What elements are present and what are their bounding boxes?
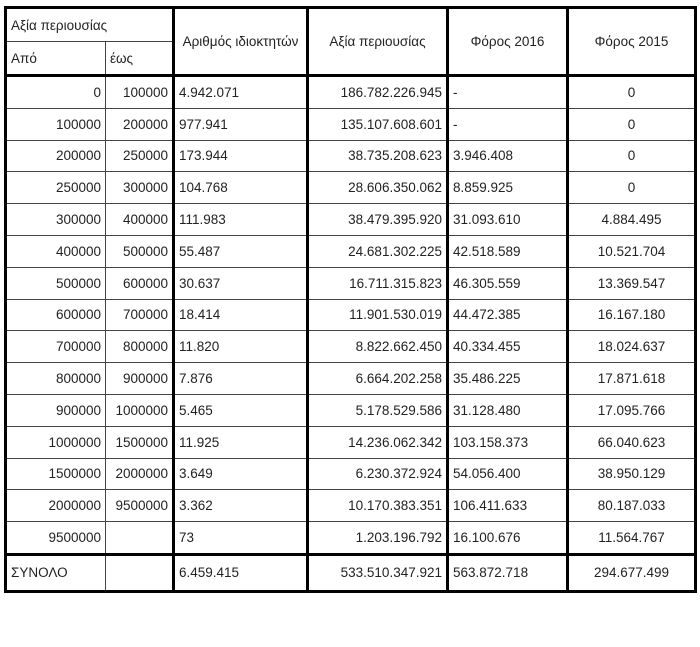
cell-tax-2015: 38.950.129 [568, 458, 696, 490]
table-row [6, 363, 696, 395]
cell-value: 135.107.608.601 [308, 108, 448, 140]
table-row [6, 331, 696, 363]
cell-tax-2016: 42.518.589 [448, 235, 568, 267]
cell-value: 28.606.350.062 [308, 172, 448, 204]
cell-from: 9500000 [6, 522, 106, 555]
cell-tax-2015: 10.521.704 [568, 235, 696, 267]
cell-tax-2016: 40.334.455 [448, 331, 568, 363]
table-row [6, 204, 696, 236]
cell-owners: 3.649 [174, 458, 308, 490]
cell-owners: 30.637 [174, 267, 308, 299]
header-to: έως [106, 42, 174, 76]
cell-to: 900000 [106, 363, 174, 395]
cell-to: 1500000 [106, 426, 174, 458]
table-row [6, 235, 696, 267]
cell-value: 38.735.208.623 [308, 140, 448, 172]
cell-to: 500000 [106, 235, 174, 267]
cell-from: 0 [6, 76, 106, 109]
table-row [6, 76, 696, 109]
total-empty [106, 554, 174, 591]
cell-tax-2015: 13.369.547 [568, 267, 696, 299]
cell-from: 500000 [6, 267, 106, 299]
cell-to: 800000 [106, 331, 174, 363]
cell-tax-2015: 66.040.623 [568, 426, 696, 458]
cell-to: 200000 [106, 108, 174, 140]
cell-tax-2016: 31.093.610 [448, 204, 568, 236]
cell-owners: 18.414 [174, 299, 308, 331]
cell-to: 300000 [106, 172, 174, 204]
cell-to: 1000000 [106, 394, 174, 426]
cell-from: 400000 [6, 235, 106, 267]
table-body [6, 76, 696, 555]
cell-to: 400000 [106, 204, 174, 236]
cell-value: 186.782.226.945 [308, 76, 448, 109]
cell-to: 250000 [106, 140, 174, 172]
table-row [6, 267, 696, 299]
table-row [6, 490, 696, 522]
cell-tax-2015: 0 [568, 108, 696, 140]
table-row [6, 522, 696, 555]
cell-owners: 73 [174, 522, 308, 555]
cell-from: 100000 [6, 108, 106, 140]
cell-tax-2016: 16.100.676 [448, 522, 568, 555]
table-row [6, 140, 696, 172]
cell-owners: 977.941 [174, 108, 308, 140]
cell-tax-2015: 11.564.767 [568, 522, 696, 555]
cell-owners: 7.876 [174, 363, 308, 395]
cell-tax-2015: 0 [568, 140, 696, 172]
cell-tax-2016: 8.859.925 [448, 172, 568, 204]
cell-to: 9500000 [106, 490, 174, 522]
property-tax-table [4, 6, 697, 593]
header-property-value: Αξία περιουσίας [308, 8, 448, 76]
cell-owners: 104.768 [174, 172, 308, 204]
cell-owners: 11.925 [174, 426, 308, 458]
cell-owners: 5.465 [174, 394, 308, 426]
cell-from: 600000 [6, 299, 106, 331]
cell-owners: 173.944 [174, 140, 308, 172]
cell-value: 16.711.315.823 [308, 267, 448, 299]
header-owners: Αριθμός ιδιοκτητών [174, 8, 308, 76]
cell-tax-2016: 106.411.633 [448, 490, 568, 522]
cell-value: 6.230.372.924 [308, 458, 448, 490]
table-row [6, 426, 696, 458]
cell-tax-2015: 17.871.618 [568, 363, 696, 395]
cell-owners: 4.942.071 [174, 76, 308, 109]
cell-tax-2015: 0 [568, 76, 696, 109]
cell-owners: 11.820 [174, 331, 308, 363]
table-row [6, 299, 696, 331]
cell-from: 300000 [6, 204, 106, 236]
table-row [6, 458, 696, 490]
cell-from: 200000 [6, 140, 106, 172]
cell-from: 900000 [6, 394, 106, 426]
total-owners: 6.459.415 [174, 554, 308, 591]
cell-tax-2016: 35.486.225 [448, 363, 568, 395]
table-row [6, 108, 696, 140]
cell-tax-2015: 4.884.495 [568, 204, 696, 236]
cell-tax-2015: 17.095.766 [568, 394, 696, 426]
cell-to [106, 522, 174, 555]
header-value-range: Αξία περιουσίας [6, 8, 174, 42]
cell-tax-2016: 44.472.385 [448, 299, 568, 331]
cell-value: 8.822.662.450 [308, 331, 448, 363]
total-row [6, 554, 696, 591]
cell-owners: 111.983 [174, 204, 308, 236]
cell-value: 1.203.196.792 [308, 522, 448, 555]
cell-from: 800000 [6, 363, 106, 395]
header-tax-2016: Φόρος 2016 [448, 8, 568, 76]
table-row [6, 394, 696, 426]
cell-value: 38.479.395.920 [308, 204, 448, 236]
cell-tax-2015: 80.187.033 [568, 490, 696, 522]
cell-tax-2016: 46.305.559 [448, 267, 568, 299]
cell-to: 600000 [106, 267, 174, 299]
table-row [6, 172, 696, 204]
header-from: Από [6, 42, 106, 76]
cell-tax-2016: - [448, 76, 568, 109]
cell-from: 700000 [6, 331, 106, 363]
cell-to: 100000 [106, 76, 174, 109]
cell-value: 24.681.302.225 [308, 235, 448, 267]
cell-to: 2000000 [106, 458, 174, 490]
cell-value: 14.236.062.342 [308, 426, 448, 458]
cell-from: 1500000 [6, 458, 106, 490]
cell-owners: 55.487 [174, 235, 308, 267]
total-tax-2015: 294.677.499 [568, 554, 696, 591]
total-tax-2016: 563.872.718 [448, 554, 568, 591]
cell-value: 5.178.529.586 [308, 394, 448, 426]
cell-tax-2015: 0 [568, 172, 696, 204]
cell-tax-2015: 16.167.180 [568, 299, 696, 331]
cell-tax-2016: 3.946.408 [448, 140, 568, 172]
cell-value: 10.170.383.351 [308, 490, 448, 522]
cell-to: 700000 [106, 299, 174, 331]
cell-owners: 3.362 [174, 490, 308, 522]
total-value: 533.510.347.921 [308, 554, 448, 591]
cell-tax-2016: 31.128.480 [448, 394, 568, 426]
cell-tax-2015: 18.024.637 [568, 331, 696, 363]
cell-from: 250000 [6, 172, 106, 204]
cell-value: 11.901.530.019 [308, 299, 448, 331]
cell-from: 1000000 [6, 426, 106, 458]
cell-value: 6.664.202.258 [308, 363, 448, 395]
cell-tax-2016: - [448, 108, 568, 140]
cell-tax-2016: 103.158.373 [448, 426, 568, 458]
cell-tax-2016: 54.056.400 [448, 458, 568, 490]
cell-from: 2000000 [6, 490, 106, 522]
total-label: ΣΥΝΟΛΟ [6, 554, 106, 591]
header-tax-2015: Φόρος 2015 [568, 8, 696, 76]
